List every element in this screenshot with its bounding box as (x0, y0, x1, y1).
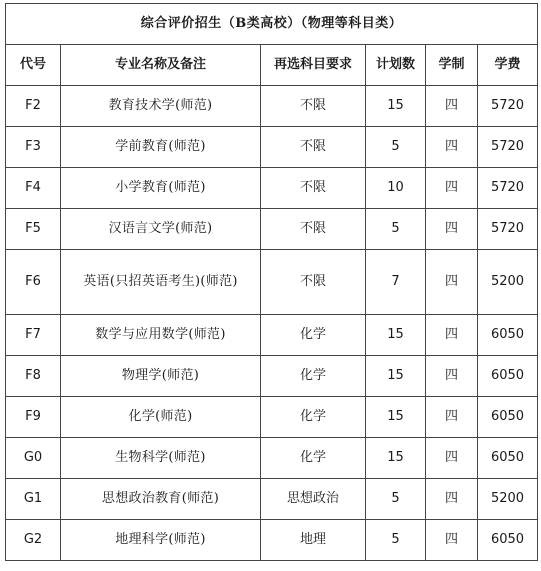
table-row (6, 315, 538, 356)
cell-plan: 5 (366, 520, 426, 561)
header-subject-requirement: 再选科目要求 (261, 45, 366, 86)
cell-fee: 5720 (478, 127, 538, 168)
cell-code: G2 (6, 520, 61, 561)
cell-plan: 15 (366, 438, 426, 479)
table-row (6, 86, 538, 127)
cell-major: 学前教育(师范) (61, 127, 261, 168)
cell-code: F2 (6, 86, 61, 127)
cell-fee: 5200 (478, 479, 538, 520)
cell-subject: 地理 (261, 520, 366, 561)
cell-major: 小学教育(师范) (61, 168, 261, 209)
cell-code: F9 (6, 397, 61, 438)
cell-major: 思想政治教育(师范) (61, 479, 261, 520)
cell-major: 汉语言文学(师范) (61, 209, 261, 250)
cell-plan: 15 (366, 86, 426, 127)
header-duration: 学制 (426, 45, 478, 86)
cell-duration: 四 (426, 397, 478, 438)
cell-duration: 四 (426, 168, 478, 209)
cell-plan: 5 (366, 479, 426, 520)
cell-fee: 5720 (478, 86, 538, 127)
cell-subject: 化学 (261, 397, 366, 438)
table-header-row (6, 45, 538, 86)
cell-code: G0 (6, 438, 61, 479)
table-caption-row (6, 4, 538, 45)
header-plan-count: 计划数 (366, 45, 426, 86)
cell-major: 生物科学(师范) (61, 438, 261, 479)
cell-duration: 四 (426, 209, 478, 250)
cell-subject: 不限 (261, 127, 366, 168)
table-row (6, 209, 538, 250)
cell-subject: 化学 (261, 438, 366, 479)
cell-plan: 7 (366, 250, 426, 315)
cell-subject: 不限 (261, 209, 366, 250)
table-title: 综合评价招生（B类高校）（物理等科目类） (6, 4, 538, 45)
cell-code: F8 (6, 356, 61, 397)
cell-subject: 不限 (261, 168, 366, 209)
cell-plan: 10 (366, 168, 426, 209)
cell-duration: 四 (426, 250, 478, 315)
cell-plan: 15 (366, 315, 426, 356)
cell-duration: 四 (426, 520, 478, 561)
table-row (6, 479, 538, 520)
cell-duration: 四 (426, 479, 478, 520)
cell-fee: 5200 (478, 250, 538, 315)
cell-code: F7 (6, 315, 61, 356)
table-row (6, 397, 538, 438)
cell-fee: 6050 (478, 356, 538, 397)
admission-plan-table (5, 3, 538, 561)
cell-fee: 6050 (478, 315, 538, 356)
cell-major: 地理科学(师范) (61, 520, 261, 561)
cell-duration: 四 (426, 127, 478, 168)
header-code: 代号 (6, 45, 61, 86)
cell-subject: 思想政治 (261, 479, 366, 520)
cell-fee: 6050 (478, 397, 538, 438)
cell-plan: 5 (366, 209, 426, 250)
cell-code: G1 (6, 479, 61, 520)
cell-fee: 5720 (478, 168, 538, 209)
header-tuition: 学费 (478, 45, 538, 86)
cell-plan: 15 (366, 356, 426, 397)
cell-major: 物理学(师范) (61, 356, 261, 397)
cell-subject: 化学 (261, 356, 366, 397)
cell-duration: 四 (426, 356, 478, 397)
cell-code: F3 (6, 127, 61, 168)
cell-code: F6 (6, 250, 61, 315)
cell-major: 数学与应用数学(师范) (61, 315, 261, 356)
cell-plan: 15 (366, 397, 426, 438)
cell-subject: 不限 (261, 250, 366, 315)
cell-code: F5 (6, 209, 61, 250)
cell-fee: 6050 (478, 438, 538, 479)
table-row (6, 520, 538, 561)
cell-duration: 四 (426, 438, 478, 479)
cell-code: F4 (6, 168, 61, 209)
table-row (6, 356, 538, 397)
cell-fee: 6050 (478, 520, 538, 561)
table-row (6, 127, 538, 168)
cell-duration: 四 (426, 86, 478, 127)
header-major: 专业名称及备注 (61, 45, 261, 86)
cell-plan: 5 (366, 127, 426, 168)
cell-duration: 四 (426, 315, 478, 356)
cell-major: 英语(只招英语考生)(师范) (61, 250, 261, 315)
table-row (6, 438, 538, 479)
table-row (6, 168, 538, 209)
cell-subject: 不限 (261, 86, 366, 127)
cell-major: 教育技术学(师范) (61, 86, 261, 127)
cell-major: 化学(师范) (61, 397, 261, 438)
cell-subject: 化学 (261, 315, 366, 356)
table-row (6, 250, 538, 315)
cell-fee: 5720 (478, 209, 538, 250)
